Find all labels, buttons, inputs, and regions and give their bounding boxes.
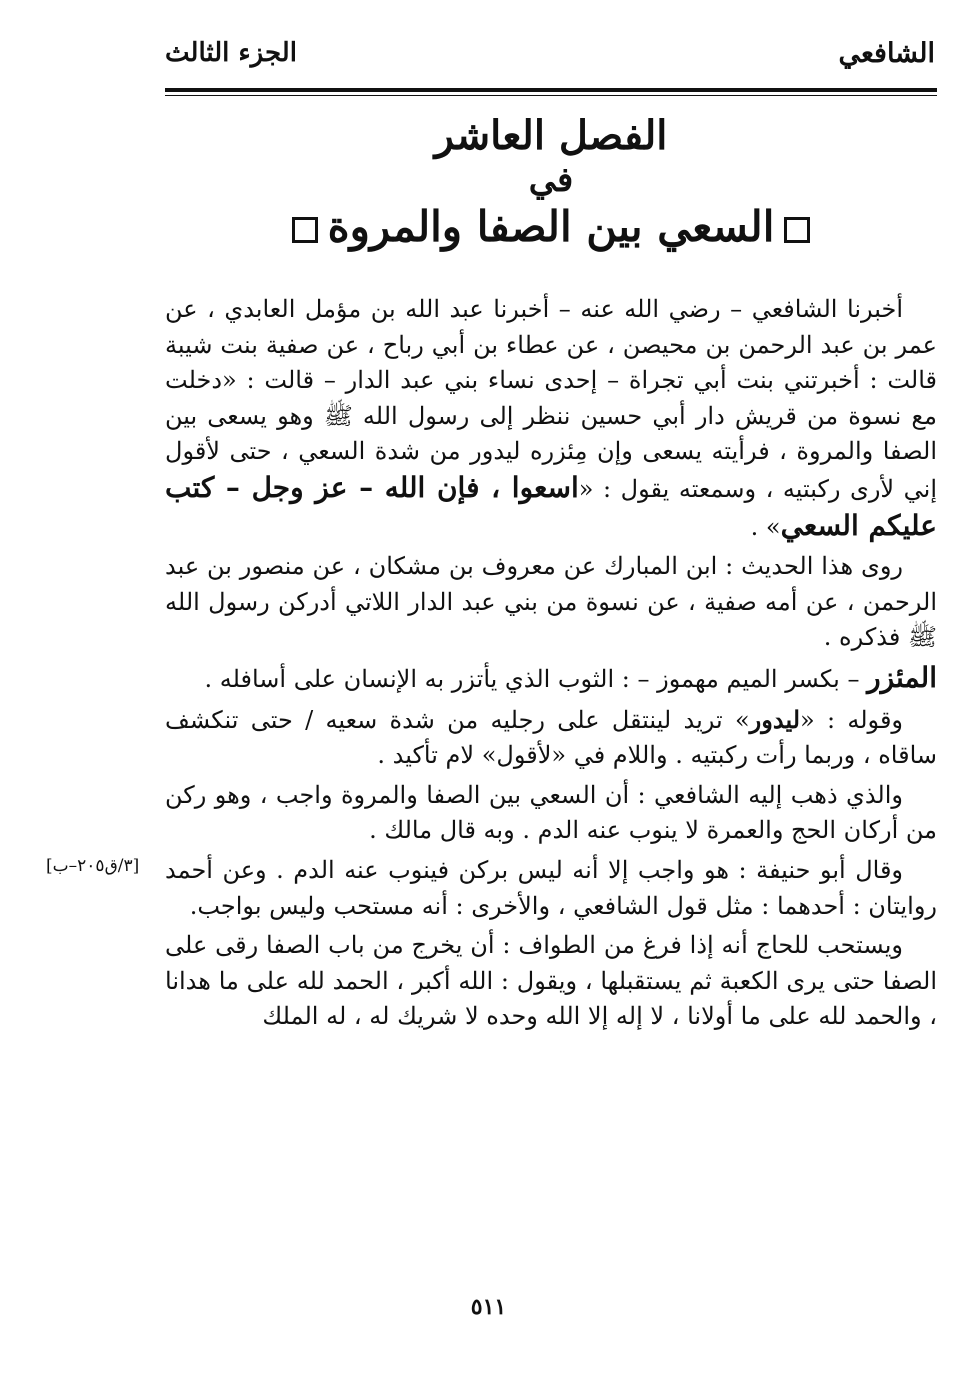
paragraph-text: وقوله : «	[800, 705, 904, 734]
paragraph-text: » تريد لينتقل على رجليه من شدة سعيه / حتى تنكشف ساقاه ، وربما رأت ركبتيه . واللام في «لأقول» لام تأكيد .	[165, 705, 937, 770]
paragraph-definition	[165, 660, 937, 698]
paragraph-recommendation: ويستحب للحاج أنه إذا فرغ من الطواف : أن يخرج من باب الصفا رقى على الصفا حتى يرى الكعبة ثم يستقبلها ، ويقول : الله أكبر ، الحمد لله على ما هدانا ، والحمد لله على ما أولانا ، لا إله إلا الله وحده لا شريك له ، له الملك	[165, 931, 937, 1031]
manuscript-reference: [٣/ق٢٠٥–ب]	[46, 856, 140, 876]
chapter-title-text: السعي بين الصفا والمروة	[327, 202, 775, 251]
running-header	[165, 38, 935, 88]
chapter-heading	[165, 112, 937, 254]
hadith-quote: اسعوا ، فإن الله – عز وجل – كتب عليكم السعي	[165, 470, 937, 542]
defined-term: المئزر	[867, 660, 937, 694]
header-rule-thick	[165, 88, 937, 92]
paragraph-text: أخبرنا الشافعي – رضي الله عنه – أخبرنا عبد الله بن مؤمل العابدي ، عن عمر بن عبد الرحمن بن محيصن ، عن عطاء بن أبي رباح ، عن صفية بنت شيبة قالت : أخبرتني بنت أبي تجراة – إحدى نساء بني عبد الدار – قالت : «دخلت مع نسوة من قريش دار أبي حسين ننظر إلى رسول الله ﷺ وهو يسعى بين الصفا والمروة ، فرأيته يسعى وإن مِئزره ليدور من شدة السعي ، حتى لأقول إني لأرى ركبتيه ، وسمعته يقول : «	[165, 295, 937, 503]
header-rule-thin	[165, 95, 937, 96]
paragraph-shafii-view: والذي ذهب إليه الشافعي : أن السعي بين الصفا والمروة واجب ، وهو ركن من أركان الحج والعمرة لا ينوب عنه الدم . وبه قال مالك .	[165, 780, 937, 845]
square-ornament-icon	[292, 217, 318, 243]
square-ornament-icon	[784, 217, 810, 243]
paragraph-other-views: وقال أبو حنيفة : هو واجب إلا أنه ليس بركن فينوب عنه الدم . وعن أحمد روايتان : أحدهما : مثل قول الشافعي ، والأخرى : أنه مستحب وليس بواجب.	[165, 855, 937, 920]
paragraph-text: – بكسر الميم مهموز – : الثوب الذي يأتزر به الإنسان على أسافله .	[204, 664, 868, 693]
defined-term: ليدور	[749, 704, 801, 734]
paragraph-text: » .	[750, 512, 781, 541]
paragraph-narration: روى هذا الحديث : ابن المبارك عن معروف بن مشكان ، عن منصور بن عبد الرحمن ، عن أمه صفية ، عن نسوة من بني عبد الدار اللاتي أدركن رسول الله ﷺ فذكره .	[165, 552, 937, 652]
page-number: ٥١١	[470, 1294, 507, 1320]
paragraph-explanation	[165, 702, 937, 774]
chapter-connector: في	[528, 160, 574, 200]
volume-title: الجزء الثالث	[165, 38, 297, 68]
body-text	[165, 292, 937, 1039]
book-title: الشافعي	[838, 38, 935, 69]
chapter-title	[165, 200, 937, 254]
paragraph-hadith	[165, 292, 937, 545]
chapter-number: الفصل العاشر	[434, 112, 668, 159]
